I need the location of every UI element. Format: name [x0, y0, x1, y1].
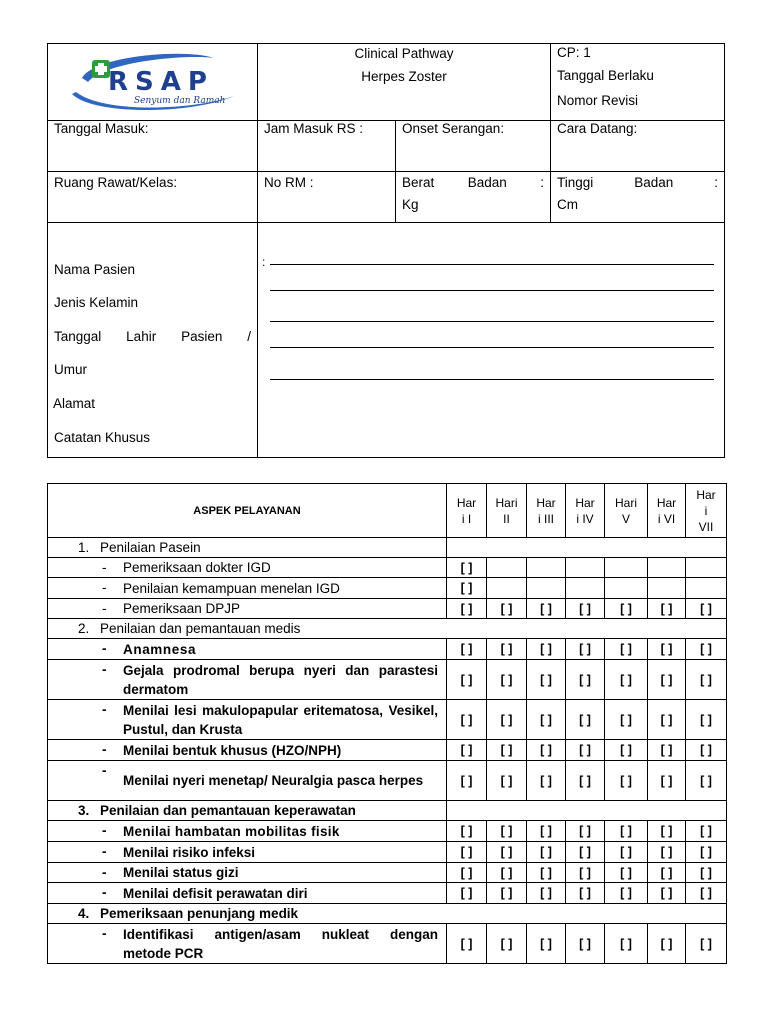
day-checkbox[interactable]: [ ] [566, 924, 605, 964]
day-header-7: Har i VII [686, 484, 727, 538]
day-header-3: Har i III [527, 484, 566, 538]
day-checkbox[interactable]: [ ] [487, 700, 527, 740]
day-checkbox[interactable]: [ ] [487, 842, 527, 863]
item-label: - Menilai defisit perawatan diri [48, 883, 447, 904]
logo-tagline: Senyum dan Ramah [134, 96, 226, 106]
slash: / [247, 329, 251, 344]
day-checkbox[interactable]: [ ] [447, 863, 487, 883]
day-checkbox[interactable]: [ ] [686, 700, 727, 740]
section-row: 4. Pemeriksaan penunjang medik [48, 904, 727, 924]
badan-word: Badan [467, 175, 507, 190]
day-checkbox[interactable]: [ ] [566, 700, 605, 740]
title-cell [258, 44, 551, 121]
day-checkbox[interactable]: [ ] [686, 740, 727, 761]
item-label: - Menilai bentuk khusus (HZO/NPH) [48, 740, 447, 761]
item-label: - Pemeriksaan dokter IGD [48, 558, 447, 578]
day-checkbox[interactable]: [ ] [648, 700, 686, 740]
umur-label: Umur [54, 362, 87, 377]
day-checkbox[interactable]: [ ] [648, 821, 686, 842]
day-checkbox[interactable]: [ ] [686, 924, 727, 964]
day-checkbox[interactable]: [ ] [605, 740, 648, 761]
day-checkbox[interactable]: [ ] [605, 842, 648, 863]
day-header-6: Har i VI [648, 484, 686, 538]
day-header-4: Har i IV [566, 484, 605, 538]
jam-masuk-label: Jam Masuk RS : [258, 121, 396, 172]
aspek-header: ASPEK PELAYANAN [48, 484, 447, 538]
tanggal-lahir-label [54, 320, 251, 353]
day-checkbox[interactable]: [ ] [648, 761, 686, 801]
section-row: 1. Penilaian Pasein [48, 538, 447, 558]
logo-text: RSAP [108, 67, 214, 97]
pathway-table [47, 483, 727, 964]
table-row [48, 863, 727, 883]
day-checkbox[interactable]: [ ] [527, 700, 566, 740]
day-checkbox[interactable]: [ ] [648, 599, 686, 619]
logo-cell [48, 44, 258, 121]
day-checkbox[interactable]: [ ] [648, 660, 686, 700]
day-checkbox[interactable]: [ ] [605, 883, 648, 904]
day-checkbox[interactable]: [ ] [487, 883, 527, 904]
item-label: - Gejala prodromal berupa nyeri dan parastesi dermatom [48, 660, 447, 700]
day-checkbox[interactable]: [ ] [686, 842, 727, 863]
day-checkbox[interactable]: [ ] [447, 599, 487, 619]
day-header-2: Hari II [487, 484, 527, 538]
berat-colon: : [540, 175, 544, 190]
day-header-1: Har i I [447, 484, 487, 538]
table-row [48, 924, 727, 964]
day-checkbox[interactable]: [ ] [605, 821, 648, 842]
day-checkbox[interactable]: [ ] [527, 924, 566, 964]
table-row [48, 578, 727, 599]
jenis-kelamin-label: Jenis Kelamin [54, 295, 139, 310]
item-label: - Menilai nyeri menetap/ Neuralgia pasca herpes [48, 761, 447, 801]
day-checkbox[interactable]: [ ] [487, 761, 527, 801]
day-checkbox[interactable]: [ ] [686, 599, 727, 619]
fill-line [270, 290, 714, 291]
patient-fill-lines [258, 223, 725, 458]
day-checkbox[interactable]: [ ] [447, 700, 487, 740]
lahir-word: Lahir [126, 329, 157, 344]
table-row [48, 599, 727, 619]
day-checkbox[interactable]: [ ] [686, 863, 727, 883]
day-checkbox[interactable]: [ ] [527, 660, 566, 700]
day-checkbox[interactable]: [ ] [686, 821, 727, 842]
nama-pasien-label: Nama Pasien [54, 262, 136, 277]
day-checkbox[interactable]: [ ] [447, 883, 487, 904]
day-checkbox[interactable]: [ ] [447, 558, 487, 578]
tanggal-masuk-label: Tanggal Masuk: [48, 121, 258, 172]
day-checkbox[interactable]: [ ] [566, 842, 605, 863]
day-checkbox[interactable]: [ ] [605, 700, 648, 740]
pasien-word: Pasien [181, 329, 223, 344]
table-row [48, 700, 727, 740]
fill-line [270, 379, 714, 380]
day-checkbox[interactable]: [ ] [487, 740, 527, 761]
day-checkbox[interactable]: [ ] [566, 761, 605, 801]
day-checkbox[interactable]: [ ] [487, 863, 527, 883]
header-table [47, 43, 725, 458]
day-checkbox[interactable]: [ ] [566, 883, 605, 904]
tinggi-badan-cell [551, 172, 725, 223]
day-checkbox[interactable]: [ ] [447, 578, 487, 599]
badan-word: Badan [634, 175, 674, 190]
day-checkbox[interactable]: [ ] [648, 924, 686, 964]
cp-number: CP: 1 [557, 45, 591, 60]
day-checkbox[interactable]: [ ] [527, 599, 566, 619]
tgl-word: Tanggal [54, 329, 102, 344]
day-checkbox[interactable]: [ ] [527, 821, 566, 842]
day-checkbox[interactable]: [ ] [605, 863, 648, 883]
tinggi-word: Tinggi [557, 175, 594, 190]
item-label: - Pemeriksaan DPJP [48, 599, 447, 619]
day-checkbox[interactable]: [ ] [527, 863, 566, 883]
table-row [48, 761, 727, 801]
section-blank [447, 801, 727, 821]
day-checkbox[interactable]: [ ] [527, 842, 566, 863]
day-checkbox[interactable]: [ ] [527, 883, 566, 904]
tinggi-colon: : [714, 175, 719, 190]
day-checkbox[interactable]: [ ] [566, 639, 605, 660]
day-checkbox[interactable]: [ ] [605, 639, 648, 660]
day-checkbox[interactable]: [ ] [447, 842, 487, 863]
day-checkbox[interactable]: [ ] [447, 740, 487, 761]
day-header-5: Hari V [605, 484, 648, 538]
day-checkbox[interactable]: [ ] [566, 740, 605, 761]
day-checkbox[interactable]: [ ] [487, 821, 527, 842]
item-label: - Menilai hambatan mobilitas fisik [48, 821, 447, 842]
tanggal-berlaku: Tanggal Berlaku [557, 68, 654, 83]
day-checkbox[interactable]: [ ] [648, 740, 686, 761]
day-checkbox[interactable]: [ ] [527, 740, 566, 761]
day-checkbox[interactable]: [ ] [527, 639, 566, 660]
day-checkbox[interactable]: [ ] [566, 660, 605, 700]
day-checkbox[interactable]: [ ] [487, 660, 527, 700]
table-row [48, 740, 727, 761]
patient-labels-cell [48, 223, 258, 458]
day-checkbox[interactable]: [ ] [605, 761, 648, 801]
day-checkbox[interactable]: [ ] [686, 883, 727, 904]
section-blank [447, 538, 727, 558]
onset-label: Onset Serangan: [396, 121, 551, 172]
item-label: - Penilaian kemampuan menelan IGD [48, 578, 447, 599]
item-label: - Menilai lesi makulopapular eritematosa, Vesikel, Pustul, dan Krusta [48, 700, 447, 740]
item-label: - Identifikasi antigen/asam nukleat dengan metode PCR [48, 924, 447, 964]
table-row [48, 883, 727, 904]
day-checkbox[interactable]: [ ] [487, 599, 527, 619]
day-checkbox[interactable]: [ ] [605, 599, 648, 619]
section-row: 2. Penilaian dan pemantauan medis [48, 619, 727, 639]
pathway-title: Clinical Pathway [354, 46, 454, 61]
catatan-khusus-label: Catatan Khusus [54, 430, 151, 445]
nomor-revisi: Nomor Revisi [557, 93, 639, 108]
rsap-logo [64, 48, 244, 118]
berat-badan-cell [396, 172, 551, 223]
day-checkbox[interactable]: [ ] [648, 883, 686, 904]
table-row [48, 660, 727, 700]
day-checkbox[interactable]: [ ] [648, 639, 686, 660]
day-checkbox[interactable]: [ ] [648, 863, 686, 883]
item-label: - Menilai risiko infeksi [48, 842, 447, 863]
fill-line [270, 321, 714, 322]
day-checkbox[interactable]: [ ] [447, 660, 487, 700]
day-checkbox[interactable]: [ ] [447, 639, 487, 660]
day-checkbox[interactable]: [ ] [447, 761, 487, 801]
day-checkbox[interactable]: [ ] [566, 821, 605, 842]
alamat-label: Alamat [53, 396, 96, 411]
no-rm-label: No RM : [258, 172, 396, 223]
berat-word: Berat [402, 175, 435, 190]
day-checkbox[interactable]: [ ] [686, 639, 727, 660]
doc-info-cell [551, 44, 725, 121]
day-checkbox[interactable]: [ ] [566, 863, 605, 883]
day-checkbox[interactable]: [ ] [605, 660, 648, 700]
item-label: - Menilai status gizi [48, 863, 447, 883]
day-checkbox[interactable]: [ ] [527, 761, 566, 801]
cara-datang-label: Cara Datang: [551, 121, 725, 172]
day-checkbox[interactable]: [ ] [447, 821, 487, 842]
day-checkbox[interactable]: [ ] [648, 842, 686, 863]
day-checkbox[interactable]: [ ] [487, 639, 527, 660]
diagnosis-title: Herpes Zoster [361, 69, 447, 84]
day-checkbox[interactable]: [ ] [447, 924, 487, 964]
item-label: - Anamnesa [48, 639, 447, 660]
day-checkbox[interactable]: [ ] [566, 599, 605, 619]
ruang-rawat-label: Ruang Rawat/Kelas: [48, 172, 258, 223]
day-checkbox[interactable]: [ ] [605, 924, 648, 964]
day-checkbox[interactable]: [ ] [686, 761, 727, 801]
tinggi-unit: Cm [557, 197, 579, 212]
berat-unit: Kg [402, 197, 419, 212]
fill-line [270, 347, 714, 348]
table-row [48, 821, 727, 842]
day-checkbox[interactable]: [ ] [686, 660, 727, 700]
table-row [48, 558, 727, 578]
fill-colon: : [262, 255, 266, 269]
day-checkbox[interactable]: [ ] [487, 924, 527, 964]
table-row [48, 842, 727, 863]
table-row [48, 639, 727, 660]
section-row: 3. Penilaian dan pemantauan keperawatan [48, 801, 447, 821]
fill-line [270, 264, 714, 265]
